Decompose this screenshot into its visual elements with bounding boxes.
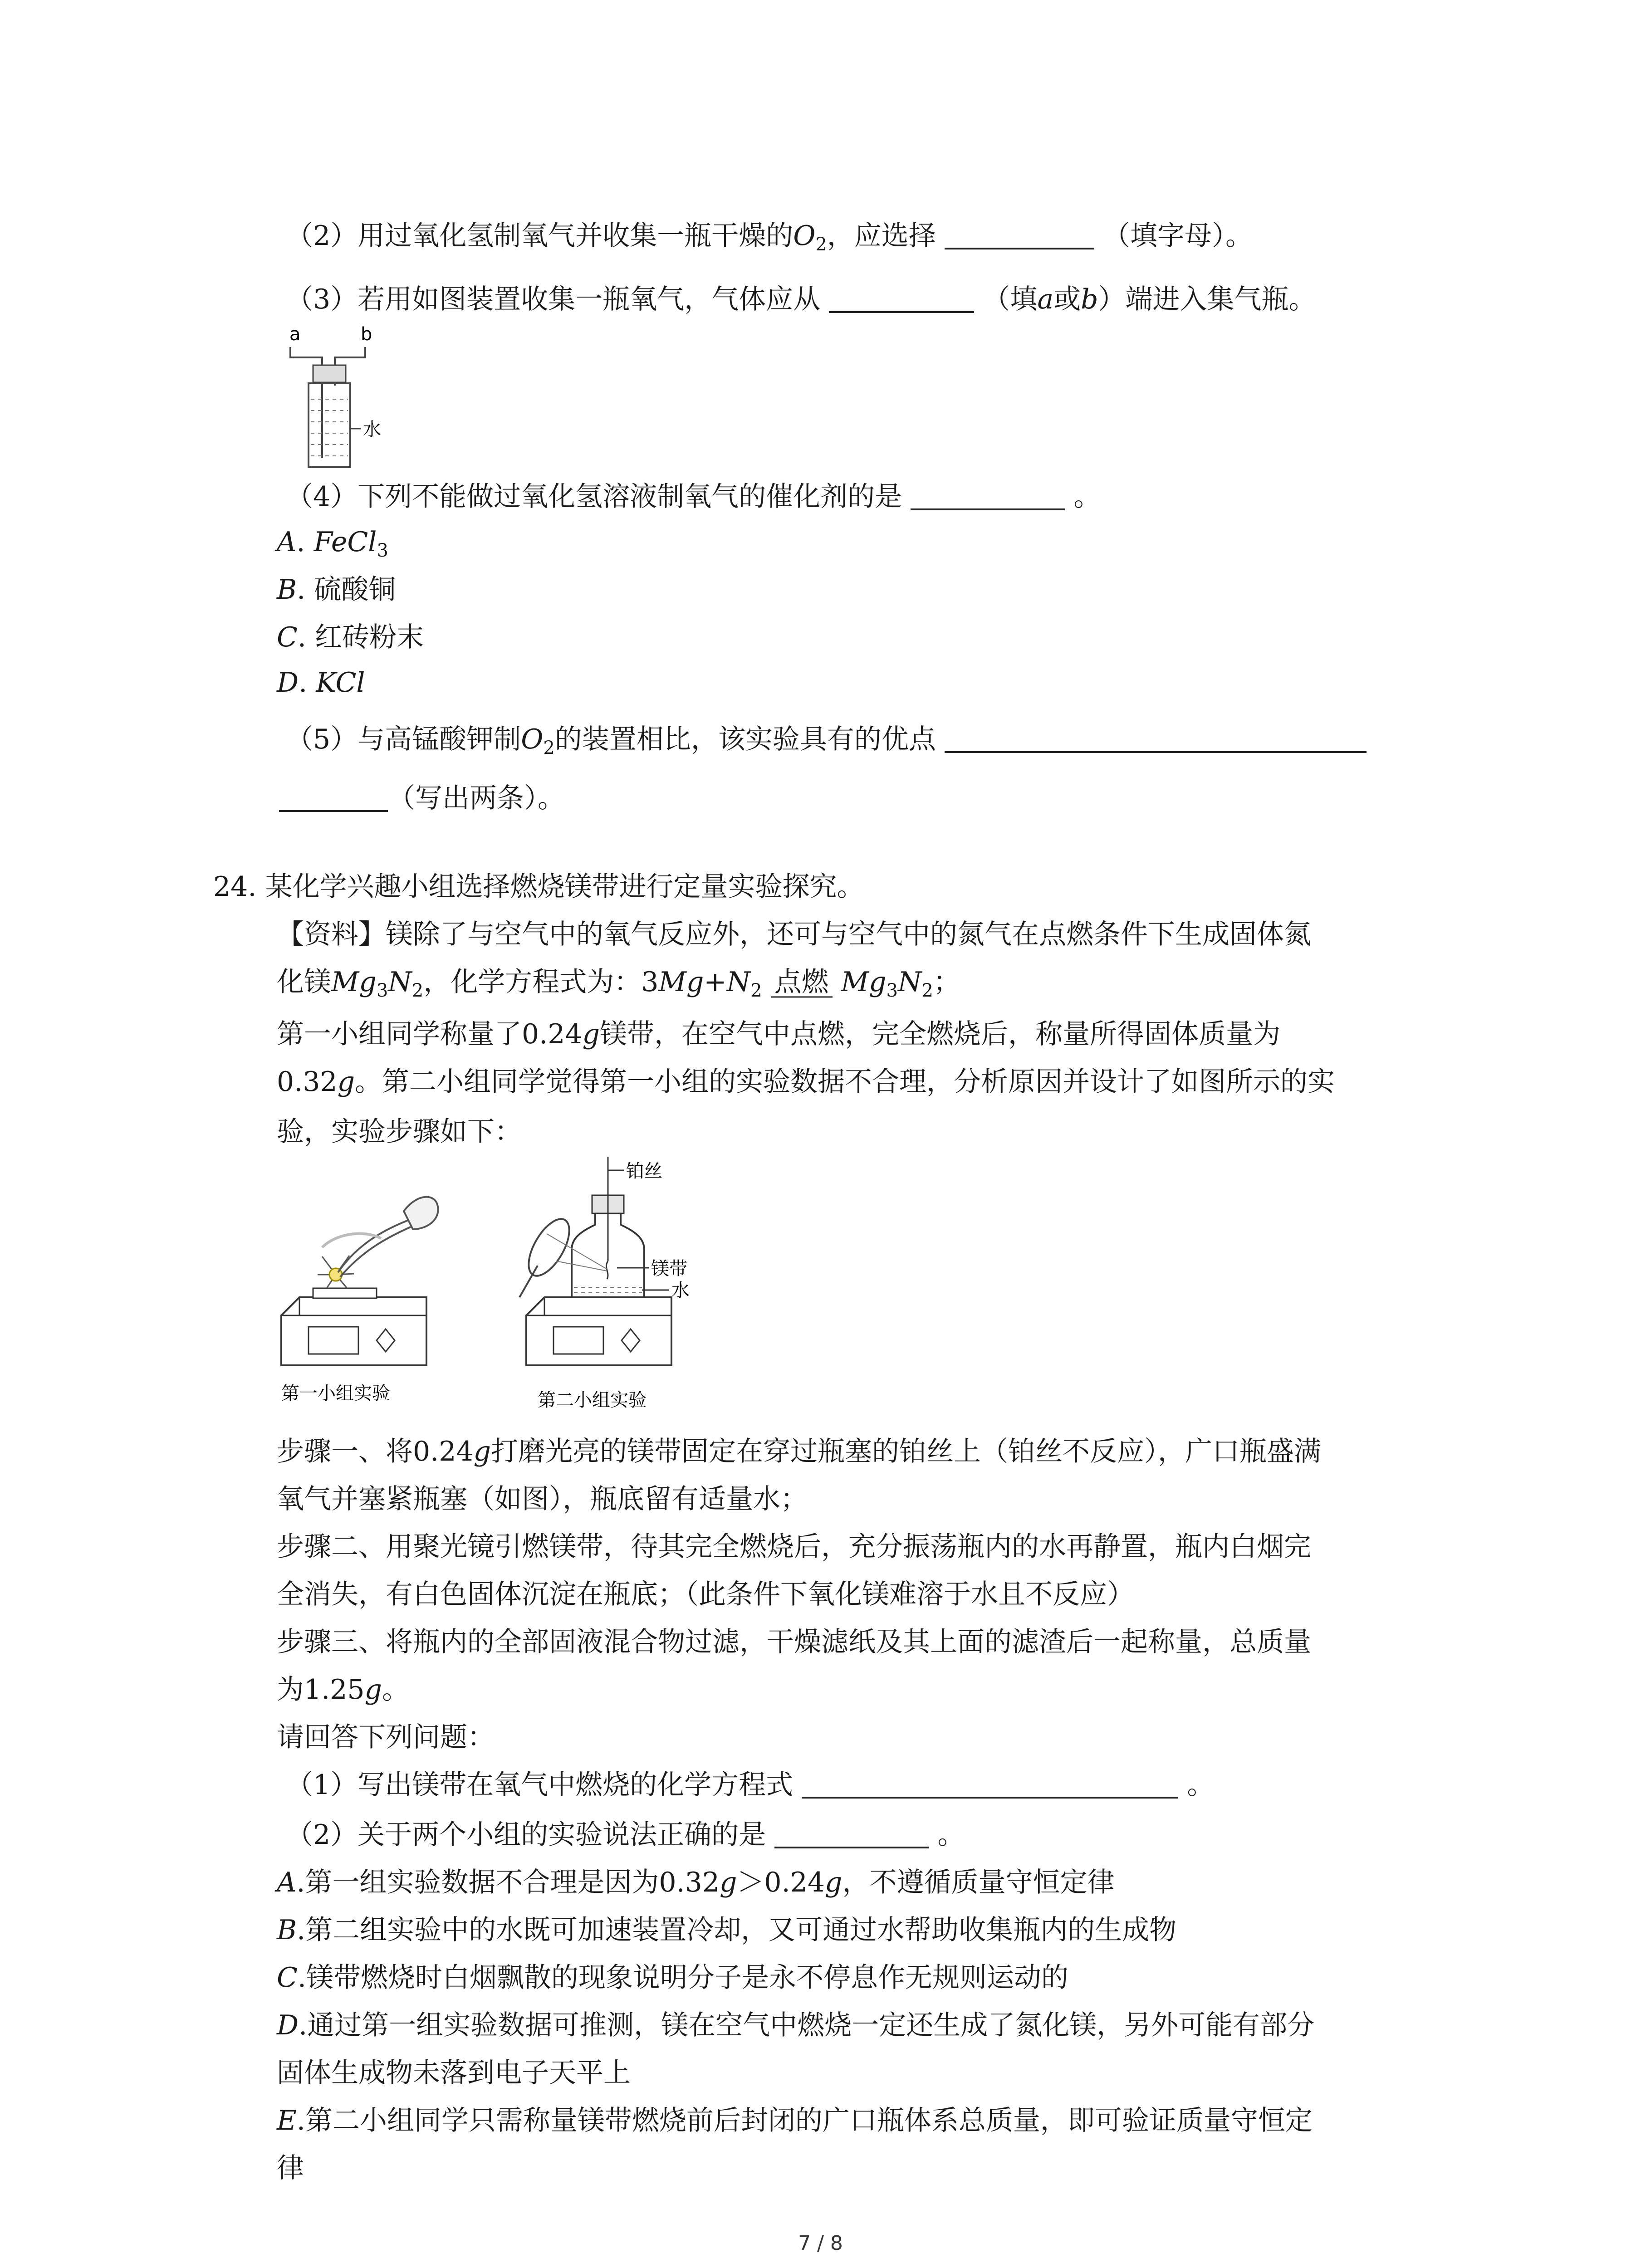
q23-part5: （5）与高锰酸钾制$O_2$的装置相比，该实验具有的优点 bbox=[286, 721, 1367, 758]
step2-line1: 步骤二、用聚光镜引燃镁带，待其完全燃烧后，充分振荡瓶内的水再静置，瓶内白烟完 bbox=[277, 1531, 1311, 1563]
answer-blank[interactable] bbox=[945, 220, 1094, 249]
option-D-line2: 固体生成物未落到电子天平上 bbox=[277, 2057, 631, 2089]
q24-group1-line1: 第一小组同学称量了0.24g镁带，在空气中点燃，完全燃烧后，称量所得固体质量为 bbox=[277, 1018, 1281, 1050]
step3-line2: 为1.25g。 bbox=[277, 1674, 410, 1706]
step2-line2: 全消失，有白色固体沉淀在瓶底；（此条件下氧化镁难溶于水且不反应） bbox=[277, 1579, 1134, 1610]
tube-a-label: a bbox=[289, 324, 301, 345]
platinum-wire-label: 铂丝 bbox=[626, 1161, 662, 1182]
option-C: C. 红砖粉末 bbox=[277, 621, 424, 653]
q23-part2: （2）用过氧化氢制氧气并收集一瓶干燥的$O_2$，应选择 （填字母）。 bbox=[286, 220, 1253, 255]
q24-info-line1: 【资料】镁除了与空气中的氧气反应外，还可与空气中的氮气在点燃条件下生成固体氮 bbox=[277, 919, 1311, 950]
option-B: B.第二组实验中的水既可加速装置冷却，又可通过水帮助收集瓶内的生成物 bbox=[277, 1914, 1177, 1946]
step1-line2: 氧气并塞紧瓶塞（如图），瓶底留有适量水； bbox=[277, 1483, 808, 1515]
water-label: 水 bbox=[363, 419, 381, 440]
answer-blank[interactable] bbox=[911, 480, 1065, 510]
option-E-line1: E.第二小组同学只需称量镁带燃烧前后封闭的广口瓶体系总质量，即可验证质量守恒定 bbox=[277, 2105, 1313, 2136]
electronic-balance-1 bbox=[281, 1288, 426, 1365]
option-C: C.镁带燃烧时白烟飘散的现象说明分子是永不停息作无规则运动的 bbox=[277, 1962, 1068, 1994]
magnesium-experiment-figure bbox=[272, 1152, 726, 1433]
q24-group1-line2: 0.32g。第二小组同学觉得第一小组的实验数据不合理，分析原因并设计了如图所示的实 bbox=[277, 1066, 1335, 1098]
tongs-hand-icon bbox=[322, 1197, 438, 1277]
option-E-line2: 律 bbox=[277, 2152, 304, 2184]
answer-blank[interactable] bbox=[279, 782, 388, 812]
q23-part5-cont: （写出两条）。 bbox=[279, 780, 565, 816]
answer-blank[interactable] bbox=[774, 1818, 929, 1848]
group1-caption: 第一小组实验 bbox=[281, 1383, 390, 1404]
page-number: 7 / 8 bbox=[798, 2232, 843, 2255]
water-label: 水 bbox=[671, 1280, 690, 1301]
gas-collecting-bottle-figure bbox=[277, 322, 404, 472]
tube-b-label: b bbox=[361, 324, 372, 345]
ask-line: 请回答下列问题： bbox=[277, 1721, 495, 1753]
answer-blank[interactable] bbox=[945, 723, 1367, 753]
q24-group1-line3: 验，实验步骤如下： bbox=[277, 1116, 522, 1148]
q24-info-line2: 化镁$Mg_3N_2$，化学方程式为：$3Mg+N_2$ 点燃 $Mg_3N_2$； bbox=[277, 966, 960, 1001]
electronic-balance-2 bbox=[526, 1297, 671, 1365]
step1-line1: 步骤一、将0.24g打磨光亮的镁带固定在穿过瓶塞的铂丝上（铂丝不反应），广口瓶盛满 bbox=[277, 1436, 1322, 1467]
reaction-condition: 点燃 bbox=[771, 968, 833, 998]
question-number: 24. bbox=[213, 871, 257, 903]
option-B: B. 硫酸铜 bbox=[277, 574, 396, 606]
answer-blank[interactable] bbox=[802, 1769, 1178, 1799]
q24-intro: 24. 某化学兴趣小组选择燃烧镁带进行定量实验探究。 bbox=[213, 871, 864, 903]
step3-line1: 步骤三、将瓶内的全部固液混合物过滤，干燥滤纸及其上面的滤渣后一起称量，总质量 bbox=[277, 1626, 1311, 1658]
option-A: A.第一组实验数据不合理是因为0.32g＞0.24g，不遵循质量守恒定律 bbox=[277, 1867, 1115, 1898]
q23-part3: （3）若用如图装置收集一瓶氧气，气体应从 （填a或b）端进入集气瓶。 bbox=[286, 284, 1316, 315]
magnesium-ribbon-label: 镁带 bbox=[651, 1258, 687, 1279]
q23-part4: （4）下列不能做过氧化氢溶液制氧气的催化剂的是 。 bbox=[286, 481, 1101, 513]
q24-part2: （2）关于两个小组的实验说法正确的是 。 bbox=[286, 1819, 965, 1851]
option-D-line1: D.通过第一组实验数据可推测，镁在空气中燃烧一定还生成了氮化镁，另外可能有部分 bbox=[277, 2009, 1315, 2041]
option-A: A. FeCl$_3$ bbox=[277, 526, 388, 561]
q24-part1: （1）写出镁带在氧气中燃烧的化学方程式 。 bbox=[286, 1769, 1215, 1801]
answer-blank[interactable] bbox=[829, 283, 974, 313]
group2-caption: 第二小组实验 bbox=[538, 1390, 647, 1411]
option-D: D. KCl bbox=[277, 667, 365, 699]
